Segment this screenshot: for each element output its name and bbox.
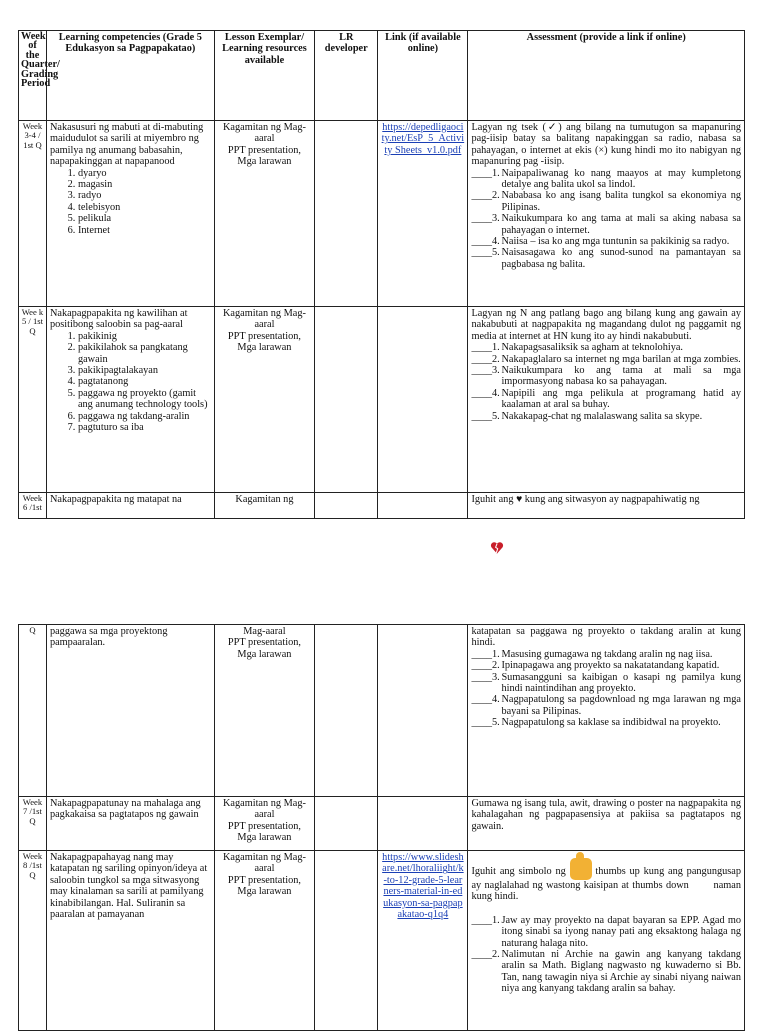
competency-cell: Nakapagpapatunay na mahalaga ang pagkakaisa sa pagtatapos ng gawain: [46, 797, 214, 851]
assessment-instructions: Iguhit ang simbolo ng thumbs up kung ang pangungusap ay naglalahad ng wastong kaisipan at thumbs down naman kung hindi.: [471, 858, 741, 903]
competency-cell: [46, 307, 214, 493]
link-cell: [378, 625, 468, 797]
link-cell: [378, 797, 468, 851]
list-item: ____4. Naiisa – isa ko ang mga tuntunin sa pakikinig sa radyo.: [471, 236, 730, 248]
table-row: [19, 797, 745, 851]
exemplar-cell: Kagamitan ng Mag-aaral PPT presentation, Mga larawan: [214, 307, 314, 493]
list-item: 4. telebisyon: [78, 202, 211, 213]
week-cell: Week 7 /1st Q: [19, 797, 47, 851]
week-cell: Week 6 /1st: [19, 493, 47, 519]
list-item: 2. magasin: [78, 179, 211, 190]
list-item: ____2. Nalimutan ni Archie na gawin ang kanyang takdang aralin sa Math. Biglang nagwasto ng kuwaderno si Bb. Tan, nang tawagin niya si Archie ay sinabi niyang naiwan niya ang kanyang takdang aralin sa bahay.: [471, 949, 741, 995]
exemplar-cell: Kagamitan ng: [214, 493, 314, 519]
competency-text: Nakasusuri ng mabuti at di-mabuting maidudulot sa sarili at miyembro ng pamilya ng anumang babasahin, napapakinggan at napapanood: [49, 122, 204, 168]
list-item: ____3. Naikukumpara ko ang tama at mali sa aking nabasa sa pahayagan o internet.: [471, 213, 741, 236]
competency-cell: paggawa sa mga proyektong pampaaralan.: [46, 625, 214, 797]
list-item: 5. paggawa ng proyekto (gamit ang anumang technology tools): [78, 388, 211, 411]
list-item: 3. radyo: [78, 190, 211, 201]
competency-list: [50, 331, 211, 434]
list-item: ____4. Nagpapatulong sa pagdownload ng mga larawan ng mga bayani sa Pilipinas.: [471, 694, 741, 717]
list-item: ____4. Napipili ang mga pelikula at programang hatid ay kaalaman at aral sa buhay.: [471, 387, 741, 411]
week-cell: Q: [19, 625, 47, 797]
developer-cell: [315, 851, 378, 1031]
header-week: Week of the Quarter/ Grading Period: [19, 31, 47, 121]
thumbs-up-icon: [570, 858, 592, 880]
exemplar-cell: Kagamitan ng Mag-aaral PPT presentation, Mga larawan: [214, 797, 314, 851]
assessment-cell: Gumawa ng isang tula, awit, drawing o poster na nagpapakita ng kahalagahan ng pagpapasensiya at pakiisa sa pagtatapos ng gawain.: [468, 797, 745, 851]
exemplar-cell: Kagamitan ng Mag-aaral PPT presentation, Mga larawan: [214, 851, 314, 1031]
resource-link[interactable]: https://www.slideshare.net/lhoraliight/k-to-12-grade-5-learners-material-in-edukasyon-sa-pagpapakatao-q1q4: [382, 852, 464, 921]
header-developer: LR developer: [315, 31, 378, 121]
list-item: 1. pakikinig: [78, 331, 211, 342]
developer-cell: [315, 121, 378, 307]
assessment-cell: [468, 121, 745, 307]
developer-cell: [315, 493, 378, 519]
list-item: ____2. Nakapaglalaro sa internet ng mga barilan at mga zombies.: [471, 353, 741, 365]
list-item: ____1. Naipapaliwanag ko nang maayos at may kumpletong detalye ang balita ukol sa lindol.: [471, 167, 741, 191]
link-cell: [378, 493, 468, 519]
list-item: ____5. Naisasagawa ko ang sunod-sunod na pamantayan sa pagbabasa ng balita.: [471, 247, 741, 270]
list-item: ____3. Sumasangguni sa kaibigan o kasapi ng pamilya kung hindi naintindihan ang proyekto.: [471, 671, 741, 695]
competency-cell: Nakapagpapahayag nang may katapatan ng sariling opinyon/ideya at saloobin tungkol sa mga sitwasyong may kinalaman sa sarili at pamilyang kinabibilangan. Hal. Suliranin sa paaralan at pamayanan: [46, 851, 214, 1031]
list-item: 3. pakikipagtalakayan: [78, 365, 211, 376]
list-item: 7. pagtuturo sa iba: [78, 422, 211, 433]
assessment-instructions: Lagyan ng N ang patlang bago ang bilang kung ang gawain ay nakabubuti at nagpapakita ng magandang dulot ng paggamit ng media at internet at HN kung ito ay hindi nakabubuti.: [471, 308, 741, 342]
list-item: ____5. Nakakapag-chat ng malalaswang salita sa skype.: [471, 410, 703, 422]
header-exemplar: Lesson Exemplar/ Learning resources available: [214, 31, 314, 121]
header-competencies: Learning competencies (Grade 5 Edukasyon sa Pagpapakatao): [46, 31, 214, 121]
table-row: [19, 851, 745, 1031]
developer-cell: [315, 307, 378, 493]
list-item: ____1. Nakapagsasaliksik sa agham at teknolohiya.: [471, 342, 684, 354]
list-item: ____2. Ipinapagawa ang proyekto sa nakatatandang kapatid.: [471, 660, 720, 672]
competency-list: [50, 168, 211, 236]
list-item: ____1. Jaw ay may proyekto na dapat bayaran sa EPP. Agad mo itong sinabi sa iyong nanay pati ang eksaktong halaga ng naturang halaga nito.: [471, 914, 741, 949]
exemplar-cell: Kagamitan ng Mag-aaral PPT presentation, Mga larawan: [214, 121, 314, 307]
competency-cell: Nakapagpapakita ng matapat na: [46, 493, 214, 519]
link-cell: [378, 121, 468, 307]
broken-heart-icon: [490, 541, 504, 555]
list-item: ____3. Naikukumpara ko ang tama at mali sa mga impormasyong nabasa ko sa pahayagan.: [471, 365, 741, 388]
assessment-instructions: Lagyan ng tsek (✓) ang bilang na tumutugon sa mapanuring pag-iisip batay sa balitang napakinggan sa radio, nabasa sa pahayagan, o internet at ekis (×) kung hindi mo ito nabigyan ng mapanuring pag -iisip.: [471, 122, 741, 168]
week-cell: Week 3-4 / 1st Q: [19, 121, 47, 307]
link-cell: [378, 307, 468, 493]
competency-cell: [46, 121, 214, 307]
competency-text: Nakapagpapakita ng kawilihan at positibong saloobin sa pag-aaral: [49, 308, 188, 331]
link-cell: [378, 851, 468, 1031]
list-item: 4. pagtatanong: [78, 376, 211, 387]
table-row: [19, 625, 745, 797]
list-item: 2. pakikilahok sa pangkatang gawain: [78, 342, 211, 365]
list-item: ____5. Nagpapatulong sa kaklase sa indibidwal na proyekto.: [471, 717, 721, 729]
assessment-cell: [468, 307, 745, 493]
week-cell: Wee k 5 / 1st Q: [19, 307, 47, 493]
header-assessment: Assessment (provide a link if online): [468, 31, 745, 121]
week-cell: Week 8 /1st Q: [19, 851, 47, 1031]
assessment-instructions: katapatan sa paggawa ng proyekto o takdang aralin at kung hindi.: [471, 626, 741, 649]
list-item: 6. paggawa ng takdang-aralin: [78, 411, 211, 422]
assessment-cell: [468, 851, 745, 1031]
competency-table-top: [18, 30, 745, 519]
list-item: ____1. Masusing gumagawa ng takdang aralin ng nag iisa.: [471, 648, 713, 660]
header-link: Link (if available online): [378, 31, 468, 121]
list-item: 6. Internet: [78, 225, 211, 236]
assessment-cell: [468, 625, 745, 797]
competency-table-bottom: [18, 624, 745, 1031]
list-item: 1. dyaryo: [78, 168, 211, 179]
list-item: 5. pelikula: [78, 213, 211, 224]
table-header-row: [19, 31, 745, 121]
list-item: ____2. Nababasa ko ang isang balita tungkol sa ekonomiya ng Pilipinas.: [471, 190, 741, 213]
resource-link[interactable]: https://depedligaocity.net/EsP_5_Activity Sheets_v1.0.pdf: [381, 122, 465, 156]
table-row: [19, 493, 745, 519]
table-row: [19, 121, 745, 307]
developer-cell: [315, 625, 378, 797]
table-row: [19, 307, 745, 493]
heart-icon: ♥: [516, 494, 523, 505]
developer-cell: [315, 797, 378, 851]
assessment-cell: Iguhit ang ♥ kung ang sitwasyon ay nagpapahiwatig ng: [468, 493, 745, 519]
exemplar-cell: Mag-aaral PPT presentation, Mga larawan: [214, 625, 314, 797]
